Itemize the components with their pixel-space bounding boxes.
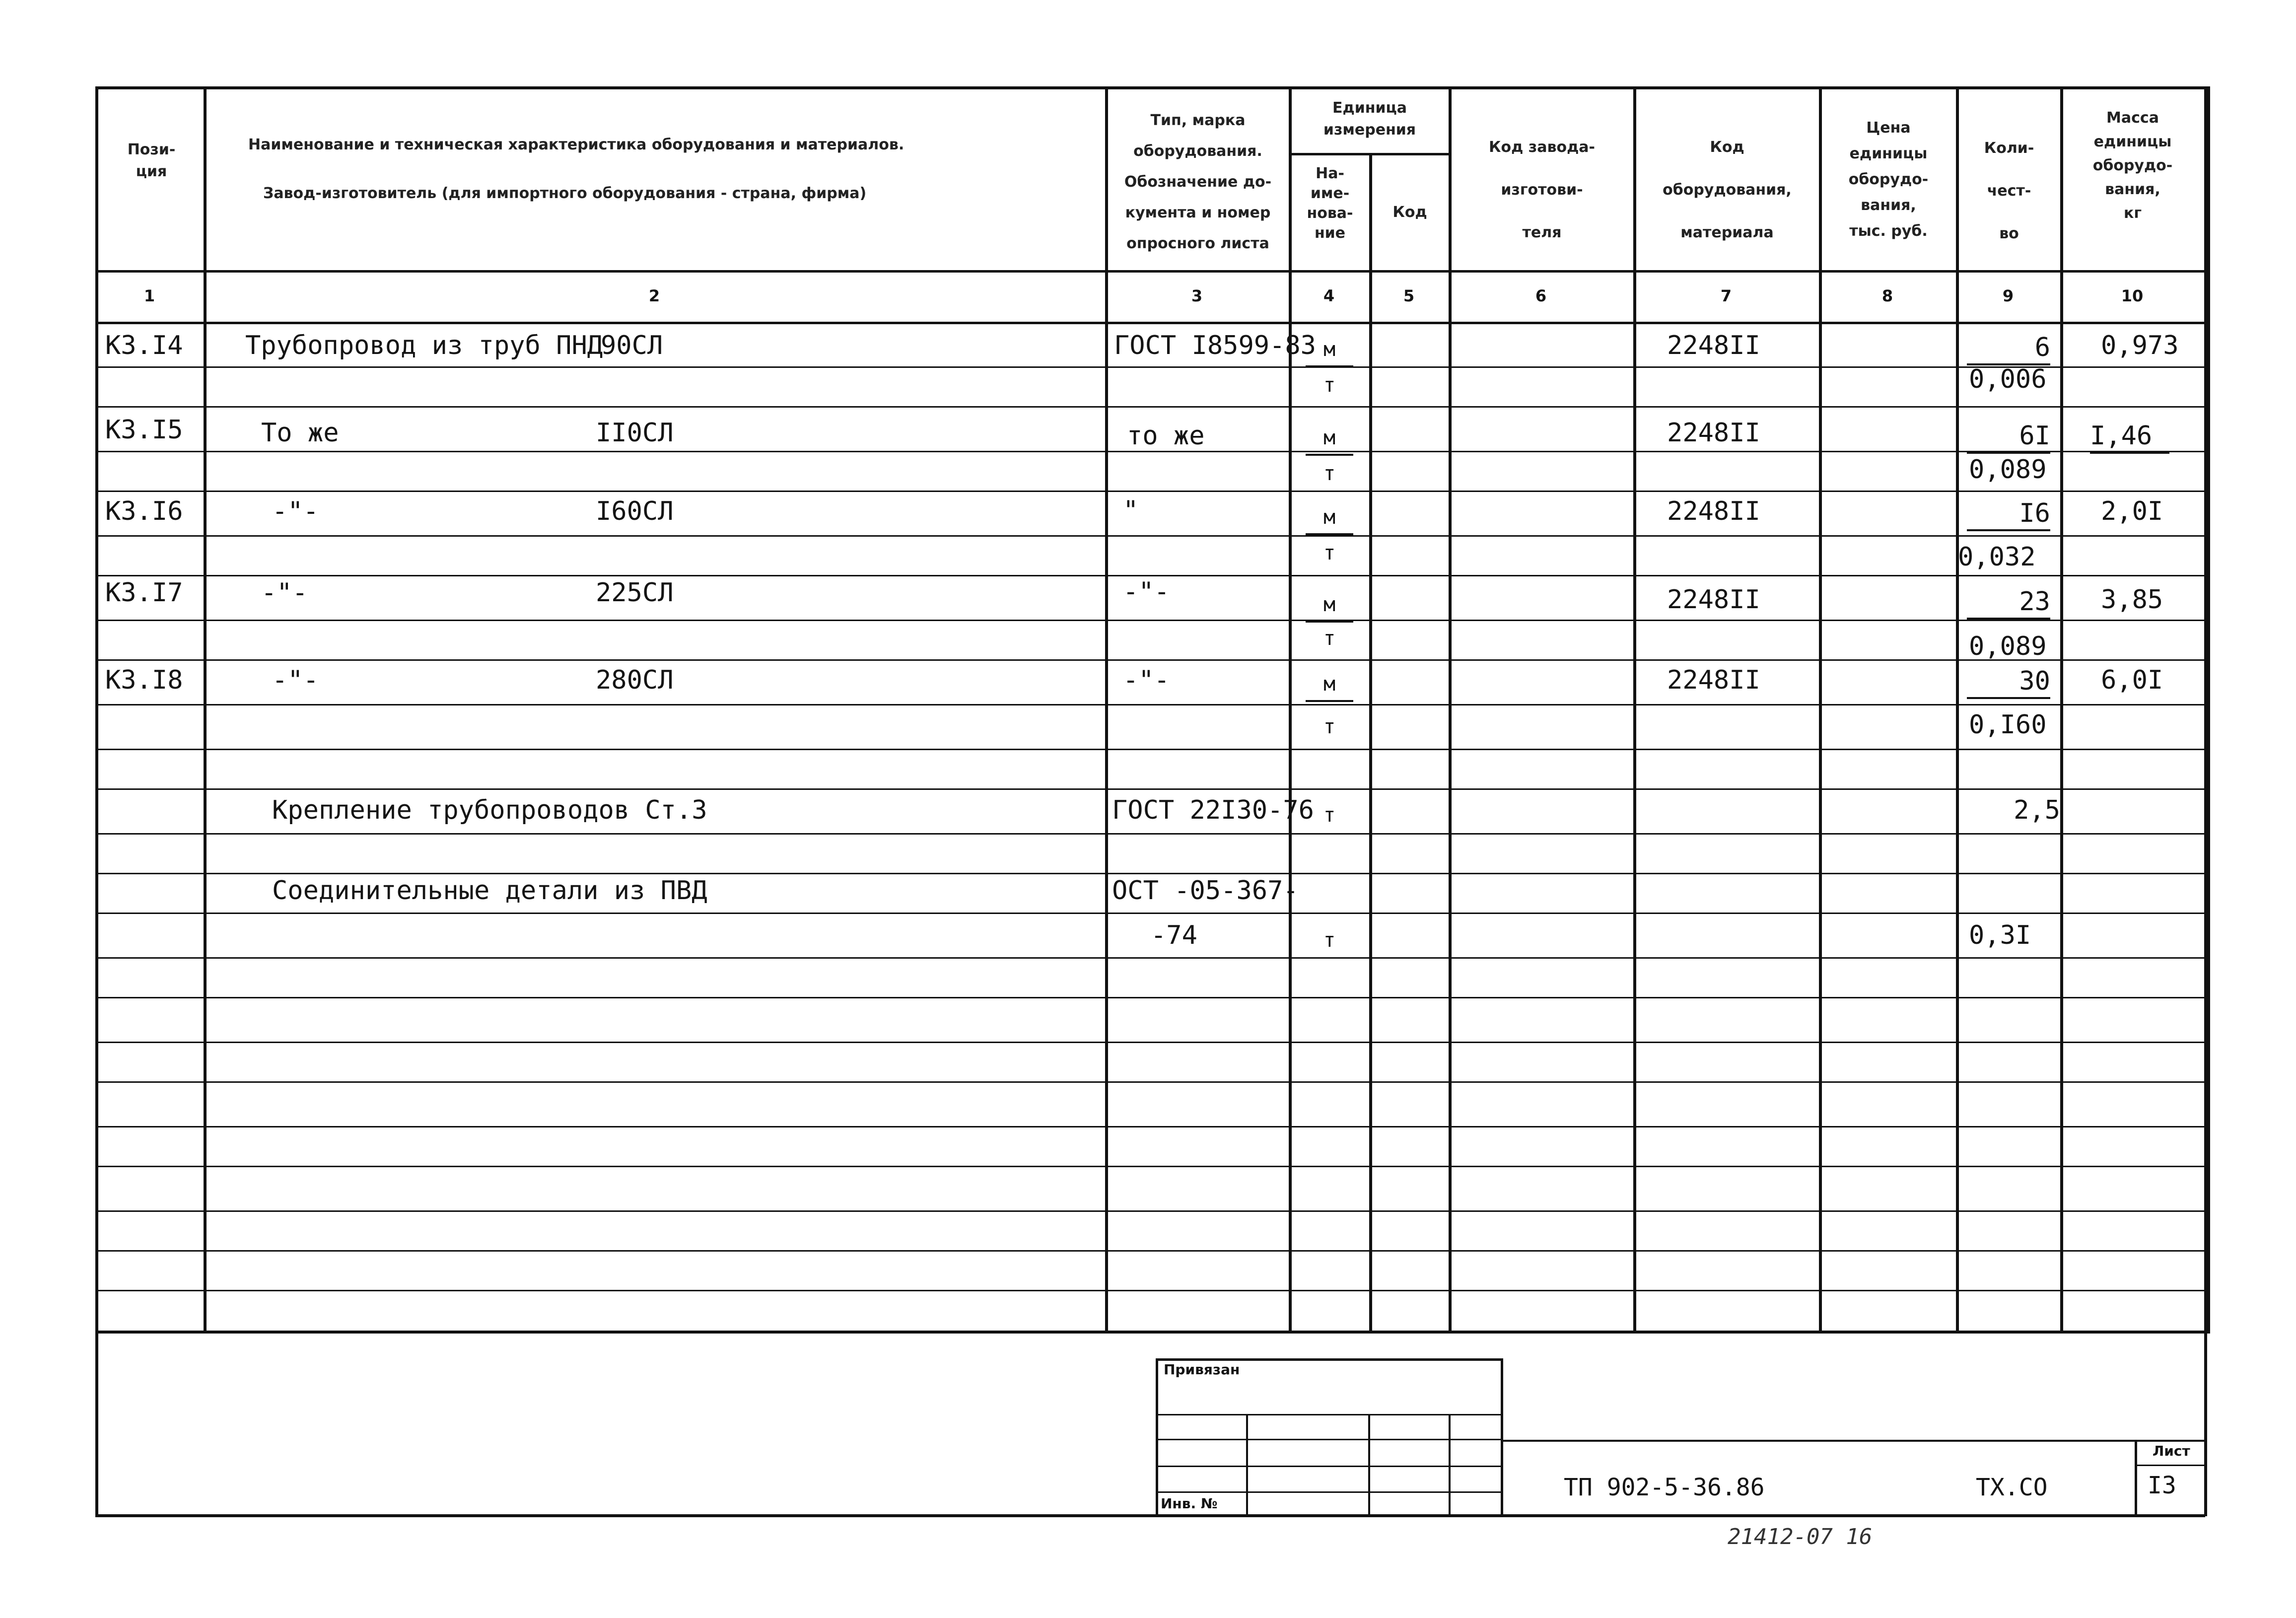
col-divider	[1289, 86, 1292, 1334]
row-unit: т	[1323, 542, 1336, 564]
header-unit-code: Код	[1392, 204, 1427, 221]
row-position: КЗ.I7	[105, 578, 183, 608]
row-document: -"-	[1123, 665, 1170, 695]
stamp-privyazan: Привязан	[1164, 1361, 1240, 1378]
fastening-name: Крепление трубопроводов Ст.3	[272, 795, 707, 825]
row-line	[95, 659, 2210, 661]
row-document: -"-	[1123, 577, 1170, 607]
column-number: 7	[1720, 286, 1732, 305]
row-line	[95, 1042, 2210, 1043]
row-code: 2248II	[1667, 496, 1760, 526]
row-line	[95, 1166, 2210, 1167]
bottom-note: 21412-07 16	[1728, 1524, 1873, 1549]
column-number: 5	[1403, 286, 1415, 305]
document-designation: ТП 902-5-36.86	[1564, 1474, 1765, 1501]
row-line	[95, 491, 2210, 492]
row-quantity: 6	[1967, 332, 2050, 365]
row-unit: м	[1306, 668, 1353, 702]
row-name: -"-	[272, 665, 319, 695]
row-line	[95, 535, 2210, 537]
row-position: КЗ.I5	[105, 415, 183, 445]
row-size: I60СЛ	[596, 496, 674, 526]
stamp-line	[1156, 1491, 1503, 1493]
row-line	[95, 1290, 2210, 1291]
col-divider	[1956, 86, 1959, 1334]
row-name: То же	[261, 418, 339, 448]
header-unit-name: На- име- нова- ние	[1307, 165, 1353, 242]
header-mass: Масса единицы оборудо- вания, кг	[2092, 109, 2173, 222]
stamp-col	[1246, 1414, 1248, 1517]
row-line	[95, 1081, 2210, 1083]
row-line	[95, 704, 2210, 705]
row-quantity: 30	[1967, 665, 2050, 699]
header-name-line2: Завод-изготовитель (для импортного оборудования - страна, фирма)	[263, 185, 867, 202]
column-number: 2	[648, 286, 660, 305]
row-line	[95, 366, 2210, 368]
col-divider	[1819, 86, 1822, 1334]
column-number: 8	[1881, 286, 1893, 305]
stamp-line	[1156, 1466, 1503, 1467]
fittings-document-cont: -74	[1151, 920, 1197, 950]
header-unit-group: Единица измерения	[1323, 99, 1416, 139]
row-unit: т	[1323, 462, 1336, 485]
row-line	[95, 788, 2210, 790]
row-quantity-t: 0,I60	[1969, 710, 2047, 740]
row-line	[95, 913, 2210, 914]
row-quantity-t: 0,089	[1969, 455, 2047, 485]
row-line	[95, 833, 2210, 835]
row-size: 90СЛ	[601, 331, 663, 360]
row-line	[95, 873, 2210, 874]
row-document: то же	[1127, 421, 1205, 451]
row-name: -"-	[272, 496, 319, 526]
fittings-unit: т	[1323, 929, 1336, 952]
fastening-document: ГОСТ 22I30-76	[1112, 795, 1314, 825]
row-code: 2248II	[1667, 418, 1760, 448]
row-mass: 3,85	[2101, 585, 2163, 615]
header-quantity: Коли- чест- во	[1984, 140, 2034, 242]
col-divider	[204, 86, 207, 1334]
page-right-border	[2204, 86, 2207, 1516]
stamp-col	[1368, 1414, 1370, 1517]
header-position: Пози- ция	[127, 141, 176, 180]
fittings-name: Соединительные детали из ПВД	[272, 876, 707, 906]
row-size: 280СЛ	[596, 665, 674, 695]
row-line	[95, 749, 2210, 750]
col-divider	[1369, 154, 1372, 1334]
header-type: Тип, марка оборудования. Обозначение до- кумента и номер опросного листа	[1124, 112, 1272, 252]
column-number: 9	[2002, 286, 2014, 305]
row-quantity-t: 0,089	[1969, 632, 2047, 661]
row-unit: м	[1306, 589, 1353, 623]
row-position: КЗ.I4	[105, 331, 183, 360]
row-mass: 6,0I	[2101, 665, 2163, 695]
row-unit: м	[1306, 334, 1353, 367]
row-quantity: 23	[1967, 586, 2050, 620]
header-equipment-code: Код оборудования, материала	[1663, 139, 1792, 241]
col-divider	[1449, 86, 1452, 1334]
row-line	[95, 620, 2210, 621]
row-name: -"-	[261, 578, 308, 608]
fastening-unit: т	[1323, 804, 1336, 827]
title-top-line	[1503, 1440, 2204, 1442]
col-divider	[2060, 86, 2063, 1334]
fittings-document: ОСТ -05-367-	[1112, 876, 1299, 906]
row-unit: т	[1323, 374, 1336, 397]
column-number: 10	[2121, 286, 2144, 305]
row-line	[95, 1210, 2210, 1212]
row-unit: м	[1306, 501, 1353, 535]
document-section: ТХ.СО	[1976, 1474, 2048, 1501]
row-quantity-t: 0,006	[1969, 364, 2047, 394]
sheet-number: I3	[2148, 1472, 2176, 1499]
page-left-border	[95, 1334, 98, 1514]
row-mass: 2,0I	[2101, 496, 2163, 526]
header-plant-code: Код завода- изготови- теля	[1489, 139, 1595, 241]
numbers-bottom-line	[95, 322, 2210, 324]
row-line	[95, 406, 2210, 408]
header-name-line1: Наименование и техническая характеристика оборудования и материалов.	[248, 136, 904, 153]
row-line	[95, 1126, 2210, 1127]
header-price: Цена единицы оборудо- вания, тыс. руб.	[1848, 119, 1929, 240]
row-document: ГОСТ I8599-83	[1114, 331, 1316, 360]
header-bottom-line	[95, 270, 2210, 273]
column-number: 3	[1191, 286, 1203, 305]
row-line	[95, 957, 2210, 959]
row-document: "	[1123, 495, 1139, 525]
row-quantity: I6	[1967, 497, 2050, 531]
sheet-label: Лист	[2153, 1443, 2190, 1459]
row-name: Трубопровод из труб ПНД	[245, 331, 603, 360]
stamp-col	[1449, 1414, 1451, 1517]
unit-header-divider	[1289, 153, 1449, 155]
row-quantity-t: 0,032	[1958, 542, 2036, 572]
row-size: II0СЛ	[596, 418, 674, 448]
stamp-block	[1156, 1358, 1503, 1517]
row-code: 2248II	[1667, 331, 1760, 360]
column-number: 1	[143, 286, 155, 305]
fastening-quantity: 2,5	[2014, 795, 2060, 825]
row-line	[95, 1250, 2210, 1252]
stamp-line	[1156, 1439, 1503, 1440]
table-frame	[95, 86, 2210, 1334]
fittings-quantity: 0,3I	[1969, 920, 2031, 950]
page-bottom-border	[95, 1514, 2205, 1517]
stamp-line	[1156, 1414, 1503, 1415]
row-code: 2248II	[1667, 665, 1760, 695]
row-size: 225СЛ	[596, 578, 674, 608]
row-unit: м	[1306, 422, 1353, 456]
col-divider	[1105, 86, 1108, 1334]
column-number: 6	[1535, 286, 1547, 305]
sheet-box-left	[2135, 1440, 2137, 1516]
row-position: КЗ.I6	[105, 496, 183, 526]
row-line	[95, 997, 2210, 998]
row-position: КЗ.I8	[105, 665, 183, 695]
sheet-box-line	[2135, 1465, 2204, 1466]
row-code: 2248II	[1667, 585, 1760, 615]
row-unit: т	[1323, 627, 1336, 650]
row-quantity: 6I	[1967, 420, 2050, 454]
col-divider	[1633, 86, 1636, 1334]
row-unit: т	[1323, 715, 1336, 738]
row-mass: 0,973	[2101, 331, 2179, 360]
row-mass: I,46	[2090, 420, 2169, 454]
column-number: 4	[1323, 286, 1335, 305]
stamp-inventory: Инв. №	[1161, 1495, 1218, 1512]
